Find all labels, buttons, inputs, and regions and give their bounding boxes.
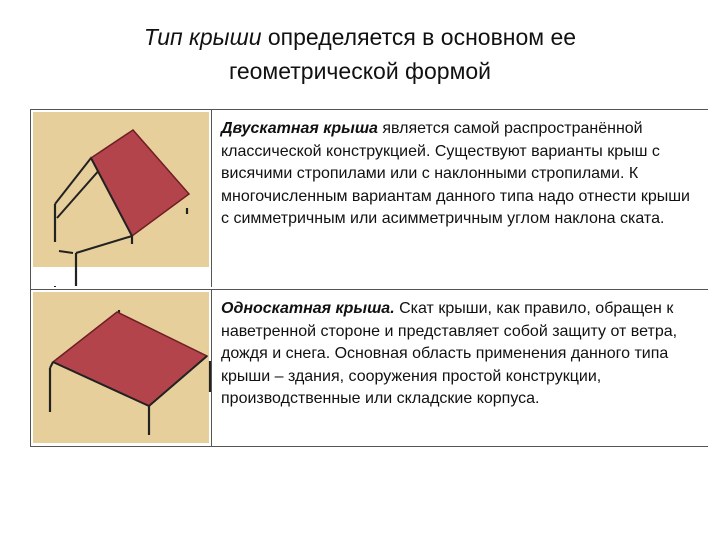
table-row-shed [31,289,708,447]
gable-roof-icon [31,110,211,287]
shed-roof-picture-cell [31,290,212,447]
slide-title [0,20,720,88]
roof-type-description: Скат крыши, как правило, обращен к наветренной стороне и представляет собой защиту от ветра, дождя и снега. Основная область применения данного типа крыши – здания, сооружения простой конструкции, производственные или складские корпуса. [221,300,678,407]
roof-type-name: Односкатная крыша. [221,300,395,317]
shed-roof-icon [31,290,211,447]
title-emphasis: Тип крыши [143,24,262,50]
gable-roof-description [221,118,701,231]
title-line-2: геометрической формой [228,58,492,84]
shed-roof-description [221,298,701,411]
roof-type-name: Двускатная крыша [221,120,378,137]
title-line-1-rest: определяется в основном ее [261,24,577,50]
roof-type-description: является самой распространённой классической конструкцией. Существуют варианты крыш с висячими стропилами или с наклонными стропилами. К многочисленным вариантам данного типа надо отнести крыши с симметричным или асимметричным углом наклона ската. [221,120,690,227]
roof-types-table [30,109,708,447]
table-row-gable [31,110,708,287]
title-line-1 [0,20,720,54]
gable-roof-picture-cell [31,110,212,287]
